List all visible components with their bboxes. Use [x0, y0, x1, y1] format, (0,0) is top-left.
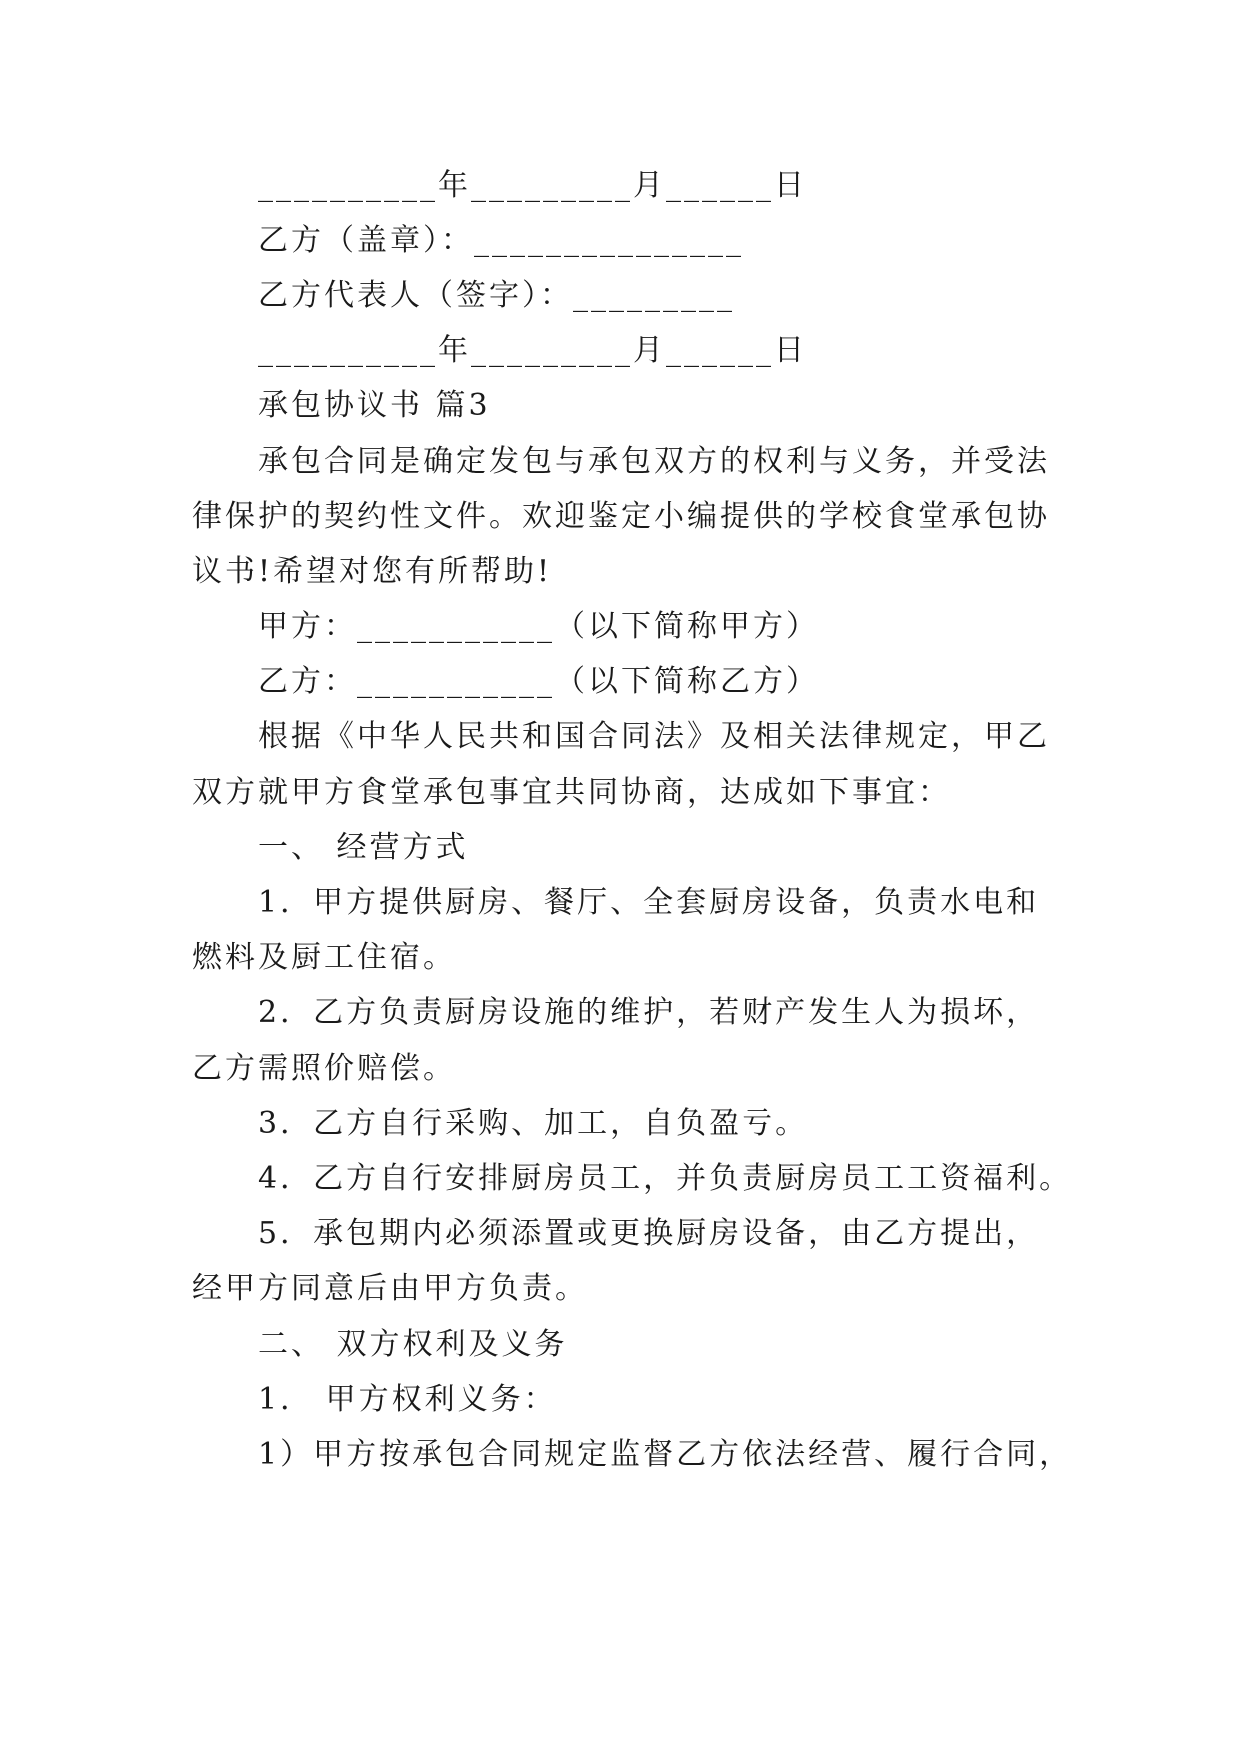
heading-operation-mode: 一、 经营方式: [258, 830, 469, 865]
basis-paragraph-line-1: 根据《中华人民共和国合同法》及相关法律规定，甲乙: [258, 719, 1050, 754]
party-a-line: 甲方：___________（以下简称甲方）: [258, 609, 819, 644]
item-2-line-2: 乙方需照价赔偿。: [192, 1051, 456, 1086]
item-2-line-1: 2．乙方负责厨房设施的维护，若财产发生人为损坏，: [258, 995, 1040, 1030]
basis-paragraph-line-2: 双方就甲方食堂承包事宜共同协商，达成如下事宜：: [192, 775, 951, 810]
date-line-1: __________年_________月______日: [258, 168, 807, 203]
party-b-rep-signature-line: 乙方代表人（签字）：_________: [258, 278, 735, 313]
party-b-line: 乙方：___________（以下简称乙方）: [258, 664, 819, 699]
item-1-line-1: 1．甲方提供厨房、餐厅、全套厨房设备，负责水电和: [258, 885, 1040, 920]
item-1-line-2: 燃料及厨工住宿。: [192, 940, 456, 975]
item-3: 3．乙方自行采购、加工，自负盈亏。: [258, 1106, 809, 1141]
item-5-line-2: 经甲方同意后由甲方负责。: [192, 1271, 588, 1306]
intro-paragraph-line-3: 议书!希望对您有所帮助!: [192, 554, 553, 589]
party-a-rights-heading: 1． 甲方权利义务：: [258, 1382, 557, 1417]
section-title: 承包协议书 篇3: [258, 388, 491, 423]
party-b-seal-line: 乙方（盖章）：_______________: [258, 223, 744, 258]
item-5-line-1: 5．承包期内必须添置或更换厨房设备，由乙方提出，: [258, 1216, 1040, 1251]
item-4: 4．乙方自行安排厨房员工，并负责厨房员工工资福利。: [258, 1161, 1073, 1196]
party-a-rights-item-1: 1）甲方按承包合同规定监督乙方依法经营、履行合同，: [258, 1437, 1073, 1472]
intro-paragraph-line-2: 律保护的契约性文件。欢迎鉴定小编提供的学校食堂承包协: [192, 499, 1050, 534]
heading-rights-obligations: 二、 双方权利及义务: [258, 1327, 568, 1362]
date-line-2: __________年_________月______日: [258, 333, 807, 368]
intro-paragraph-line-1: 承包合同是确定发包与承包双方的权利与义务，并受法: [258, 444, 1050, 479]
